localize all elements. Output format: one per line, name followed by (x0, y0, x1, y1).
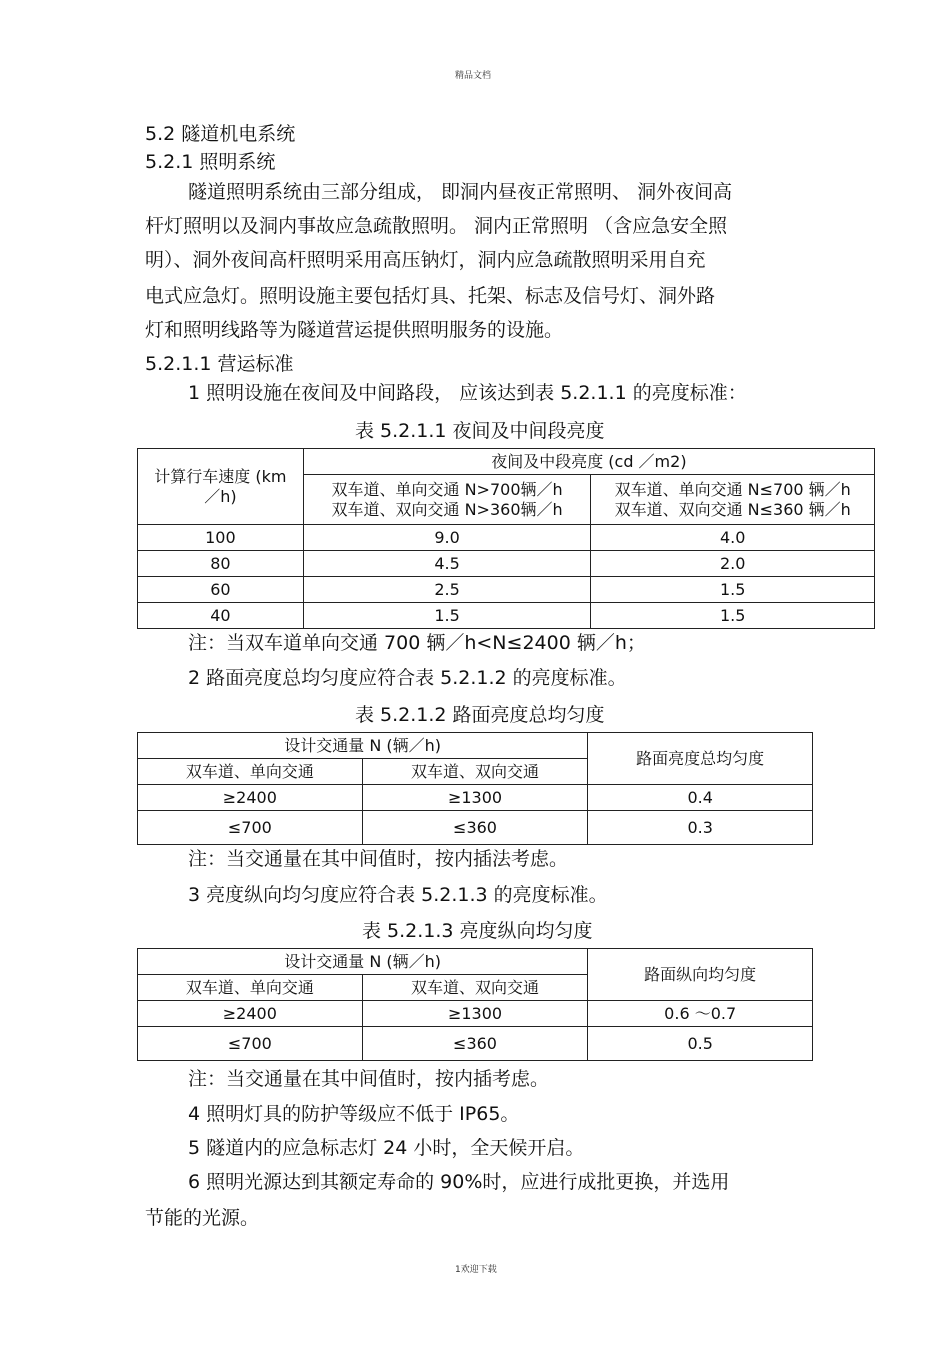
table-row: ≥2400 ≥1300 0.6 ～0.7 (138, 1001, 813, 1027)
page-header: 精品文档 (455, 71, 492, 81)
intro-line-3: 明）、洞外夜间高杆照明采用高压钠灯，洞内应急疏散照明采用自充 (145, 249, 706, 271)
table2-twoway-header: 双车道、双向交通 (362, 759, 588, 785)
item-3: 3 亮度纵向均匀度应符合表 5.2.1.3 的亮度标准。 (188, 884, 608, 906)
note-2: 注：当交通量在其中间值时，按内插法考虑。 (188, 848, 569, 870)
table2-traffic-header: 设计交通量 N (辆／h) (138, 733, 588, 759)
table2-caption: 表 5.2.1.2 路面亮度总均匀度 (355, 704, 605, 726)
item-1: 1 照明设施在夜间及中间路段， 应该达到表 5.2.1.1 的亮度标准： (188, 382, 747, 404)
intro-line-1: 隧道照明系统由三部分组成， 即洞内昼夜正常照明、 洞外夜间高 (188, 181, 733, 203)
table3-uniformity-header: 路面纵向均匀度 (588, 949, 813, 1001)
section-heading-5-2: 5.2 隧道机电系统 (145, 123, 296, 145)
table2-oneway-header: 双车道、单向交通 (138, 759, 363, 785)
item-6-line-1: 6 照明光源达到其额定寿命的 90%时，应进行成批更换，并选用 (188, 1171, 730, 1193)
table3 (137, 948, 813, 1061)
table1-speed-header: 计算行车速度 (km ／h) (138, 449, 304, 525)
note-3: 注：当交通量在其中间值时，按内插考虑。 (188, 1068, 550, 1090)
item-2: 2 路面亮度总均匀度应符合表 5.2.1.2 的亮度标准。 (188, 667, 627, 689)
table-row: 40 1.5 1.5 (138, 603, 875, 629)
table1-subheader-high: 双车道、单向交通 N>700辆／h 双车道、双向交通 N>360辆／h (303, 475, 591, 525)
table-row: ≤700 ≤360 0.3 (138, 811, 813, 845)
intro-line-2: 杆灯照明以及洞内事故应急疏散照明。 洞内正常照明 （含应急安全照 (145, 215, 728, 237)
table1 (137, 448, 875, 629)
section-heading-5-2-1-1: 5.2.1.1 营运标准 (145, 353, 294, 375)
table2 (137, 732, 813, 845)
table1-luminance-header: 夜间及中段亮度 (cd ／m2) (303, 449, 874, 475)
table-row: ≤700 ≤360 0.5 (138, 1027, 813, 1061)
note-1: 注：当双车道单向交通 700 辆／h<N≤2400 辆／h； (188, 632, 646, 654)
item-4: 4 照明灯具的防护等级应不低于 IP65。 (188, 1103, 520, 1125)
item-6-line-2: 节能的光源。 (145, 1207, 260, 1229)
table3-traffic-header: 设计交通量 N (辆／h) (138, 949, 588, 975)
page-footer: 1欢迎下载 (455, 1265, 497, 1275)
intro-line-5: 灯和照明线路等为隧道营运提供照明服务的设施。 (145, 319, 564, 341)
section-heading-5-2-1: 5.2.1 照明系统 (145, 151, 276, 173)
table3-twoway-header: 双车道、双向交通 (362, 975, 588, 1001)
table-row: 80 4.5 2.0 (138, 551, 875, 577)
table2-uniformity-header: 路面亮度总均匀度 (588, 733, 813, 785)
table-row: ≥2400 ≥1300 0.4 (138, 785, 813, 811)
table3-oneway-header: 双车道、单向交通 (138, 975, 363, 1001)
item-5: 5 隧道内的应急标志灯 24 小时，全天候开启。 (188, 1137, 585, 1159)
table-row: 60 2.5 1.5 (138, 577, 875, 603)
table1-caption: 表 5.2.1.1 夜间及中间段亮度 (355, 420, 605, 442)
table1-subheader-low: 双车道、单向交通 N≤700 辆／h 双车道、双向交通 N≤360 辆／h (591, 475, 875, 525)
table3-caption: 表 5.2.1.3 亮度纵向均匀度 (362, 920, 593, 942)
table-row: 100 9.0 4.0 (138, 525, 875, 551)
intro-line-4: 电式应急灯。照明设施主要包括灯具、托架、标志及信号灯、洞外路 (145, 285, 716, 307)
